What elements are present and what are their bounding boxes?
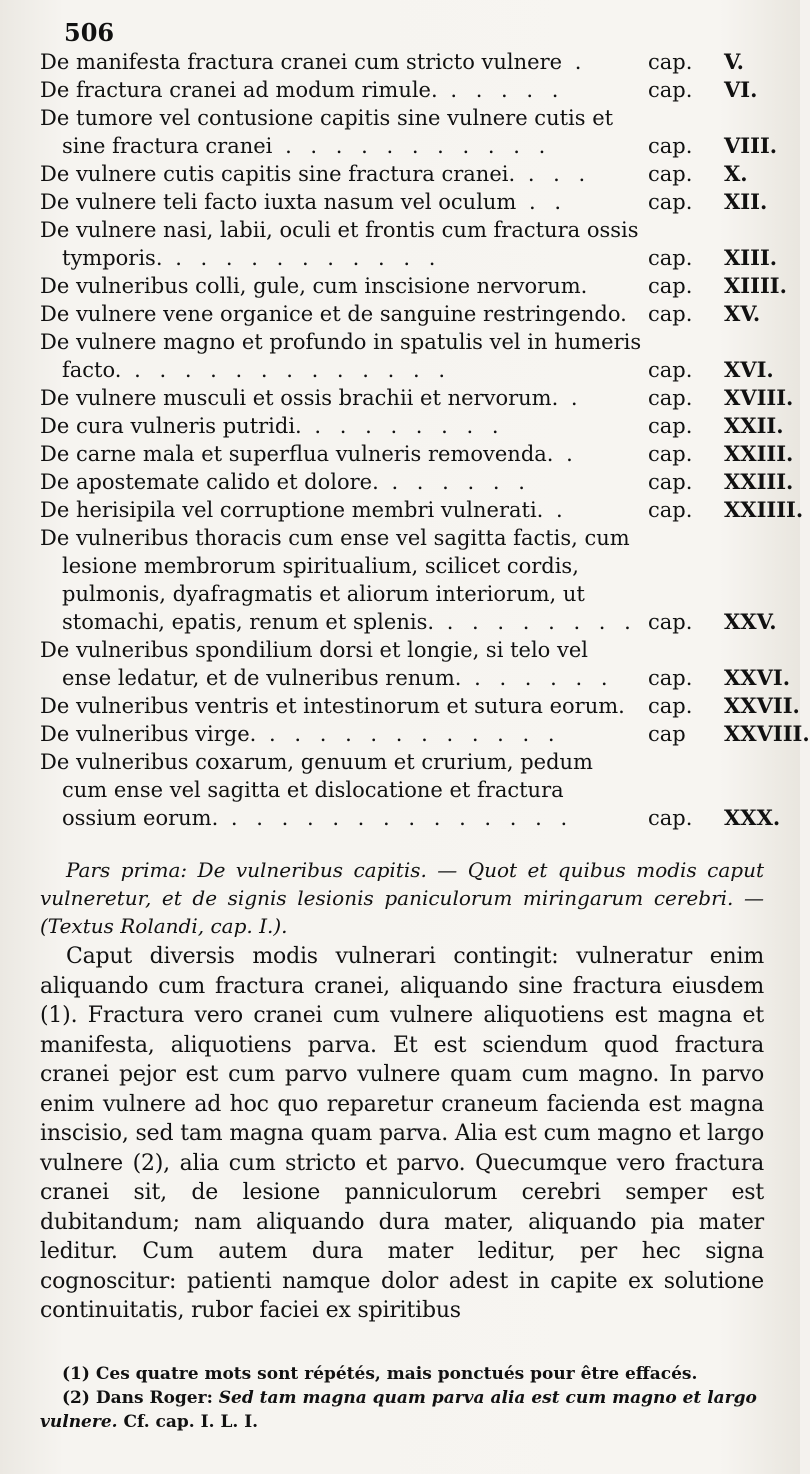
toc-chapter-number: XXVII. xyxy=(724,693,800,718)
toc-cap-label: cap. xyxy=(648,274,693,298)
page-number: 506 xyxy=(64,18,115,47)
toc-leader-dots: . xyxy=(562,50,588,74)
toc-cap-label: cap. xyxy=(648,358,693,382)
toc-cap-label: cap. xyxy=(648,78,693,102)
toc-cap-label: cap. xyxy=(648,162,693,186)
toc-leader-dots: . . . . . . . . . . . . . . xyxy=(218,806,574,830)
toc-entry xyxy=(40,48,764,76)
toc-entry-title: De manifesta fractura cranei cum stricto vulnere xyxy=(40,50,563,74)
toc-entry xyxy=(40,496,804,524)
toc-entry-title: De vulneribus ventris et intestinorum et sutura eorum. xyxy=(40,694,625,718)
toc-entry-title: De apostemate calido et dolore. xyxy=(40,470,379,494)
toc-chapter-number: XXX. xyxy=(724,805,781,830)
toc-chapter-number: XXVIII. xyxy=(724,721,810,746)
toc-leader-dots: . . . . . . . . . . . xyxy=(162,246,442,270)
toc-chapter-number: XXIII. xyxy=(724,441,794,466)
toc-entry-title: De vulneribus thoracis cum ense vel sagitta factis, cum lesione membrorum spiritualium, scilicet cordis, pulmonis, dyafragmatis et aliorum interiorum, ut stomachi, epatis, renum et splenis. xyxy=(40,526,630,634)
toc-chapter-number: XXVI. xyxy=(724,665,791,690)
toc-leader-dots: . . xyxy=(516,190,568,214)
toc-entry xyxy=(40,300,764,328)
toc-entry xyxy=(40,692,800,720)
toc-chapter-number: XXII. xyxy=(724,413,784,438)
toc-entry-title: De vulneribus virge. xyxy=(40,722,257,746)
toc-entry xyxy=(40,384,794,412)
toc-cap-label: cap. xyxy=(648,50,693,74)
toc-leader-dots: . xyxy=(553,442,579,466)
toc-entry xyxy=(40,104,778,160)
toc-entry xyxy=(40,412,784,440)
toc-entry-title: De vulnere musculi et ossis brachii et nervorum. xyxy=(40,386,559,410)
toc-chapter-number: XIIII. xyxy=(724,273,787,298)
toc-entry-title: De tumore vel contusione capitis sine vulnere cutis et sine fractura cranei xyxy=(40,106,614,158)
toc-chapter-number: XXV. xyxy=(724,609,777,634)
footnote-reference: Cf. cap. I. L. I. xyxy=(123,1411,259,1432)
toc-entry-title: De herisipila vel corruptione membri vulnerati. xyxy=(40,498,544,522)
toc-entry-title: De vulnere vene organice et de sanguine restringendo. xyxy=(40,302,627,326)
toc-entry-title: De cura vulneris putridi. xyxy=(40,414,302,438)
toc-entry xyxy=(40,440,794,468)
toc-entry xyxy=(40,216,778,272)
toc-entry xyxy=(40,720,810,748)
toc-cap-label: cap. xyxy=(648,806,693,830)
toc-leader-dots: . . . . . . . . xyxy=(434,610,637,634)
toc-entry-title: De fractura cranei ad modum rimule. xyxy=(40,78,438,102)
toc-chapter-number: X. xyxy=(724,161,748,186)
toc-leader-dots: . . . . . . . . . . . . xyxy=(256,722,561,746)
toc-entry-title: De vulneribus colli, gule, cum inscisione nervorum. xyxy=(40,274,588,298)
toc-leader-dots: . . . . . . xyxy=(378,470,531,494)
toc-leader-dots: . . . . . . . . . . . xyxy=(272,134,552,158)
toc-leader-dots: . . . . . . . . . . . . . xyxy=(121,358,452,382)
toc-cap-label: cap. xyxy=(648,694,693,718)
body-paragraph: Caput diversis modis vulnerari contingit: vulneratur enim aliquando cum fractura cranei, aliquando sine fractura eiusdem (1). Fractura vero cranei cum vulnere aliquotiens est magna et manifesta, aliquotiens parva. Et est sciendum quod fractura cranei pejor est cum parvo vulnere quam cum magno. In parvo enim vulnere ad hoc quo reparetur craneum facienda est magna inscisio, sed tam magna quam parva. Alia est cum magno et largo vulnere (2), alia cum stricto et parvo. Quecumque vero fractura cranei sit, de lesione panniculorum cerebri semper est dubitandum; nam aliquando dura mater, aliquando pia mater leditur. Cum autem dura mater leditur, per hec signa cognoscitur: patienti namque dolor adest in capite ex solutione continuitatis, rubor faciei ex spiritibus xyxy=(40,944,764,1323)
toc-cap-label: cap. xyxy=(648,498,693,522)
toc-chapter-number: XIII. xyxy=(724,245,778,270)
toc-cap-label: cap. xyxy=(648,666,693,690)
section-heading: Pars prima: De vulneribus capitis. — Quot et quibus modis caput vulneretur, et de signis lesionis paniculorum miringarum cerebri. — (Textus Rolandi, cap. I.). xyxy=(40,858,764,938)
toc-entry-title: De vulneribus coxarum, genuum et crurium, pedum cum ense vel sagitta et dislocatione et fractura ossium eorum. xyxy=(40,750,593,830)
toc-entry-title: De vulnere nasi, labii, oculi et frontis cum fractura ossis tymporis. xyxy=(40,218,639,270)
footnote-2 xyxy=(40,1386,764,1434)
toc-entry xyxy=(40,636,791,692)
toc-chapter-number: XVIII. xyxy=(724,385,794,410)
toc-cap-label: cap. xyxy=(648,442,693,466)
toc-entry xyxy=(40,76,764,104)
toc-entry-title: De vulnere magno et profundo in spatulis vel in humeris facto. xyxy=(40,330,642,382)
toc-leader-dots: . . . . . xyxy=(437,78,565,102)
toc-chapter-number: XVI. xyxy=(724,357,774,382)
toc-entry xyxy=(40,272,787,300)
toc-entry xyxy=(40,188,768,216)
footnote-mark: (1) xyxy=(62,1363,90,1384)
footnote-quote: Sed tam magna quam parva alia est cum magno et largo vulnere. xyxy=(40,1387,757,1432)
toc-cap-label: cap. xyxy=(648,190,693,214)
footnote-lead: Dans Roger: xyxy=(95,1387,213,1408)
toc-cap-label: cap. xyxy=(648,386,693,410)
toc-cap-label: cap. xyxy=(648,470,693,494)
footnote-1 xyxy=(40,1362,764,1386)
toc-entry xyxy=(40,524,777,636)
toc-cap-label: cap. xyxy=(648,302,693,326)
toc-cap-label: cap. xyxy=(648,134,693,158)
toc-leader-dots: . . . . . . . . xyxy=(301,414,505,438)
table-of-contents xyxy=(40,48,810,832)
toc-entry-title: De vulneribus spondilium dorsi et longie, si telo vel ense ledatur, et de vulneribus renum. xyxy=(40,638,588,690)
toc-cap-label: cap. xyxy=(648,414,693,438)
footnote-text: Ces quatre mots sont répétés, mais ponctués pour être effacés. xyxy=(95,1363,698,1384)
toc-cap-label: cap. xyxy=(648,610,693,634)
toc-cap-label: cap xyxy=(648,722,686,746)
toc-cap-label: cap. xyxy=(648,246,693,270)
toc-chapter-number: VIII. xyxy=(724,133,778,158)
toc-leader-dots: . . . . . . xyxy=(461,666,614,690)
toc-chapter-number: XV. xyxy=(724,301,761,326)
toc-entry-title: De vulnere teli facto iuxta nasum vel oculum xyxy=(40,190,517,214)
toc-chapter-number: XII. xyxy=(724,189,768,214)
toc-leader-dots: . xyxy=(543,498,569,522)
toc-entry-title: De carne mala et superflua vulneris removenda. xyxy=(40,442,554,466)
toc-entry xyxy=(40,748,781,832)
toc-entry xyxy=(40,468,794,496)
footnote-mark: (2) xyxy=(62,1387,90,1408)
toc-chapter-number: XXIII. xyxy=(724,469,794,494)
toc-chapter-number: V. xyxy=(724,49,744,74)
toc-entry xyxy=(40,160,764,188)
toc-chapter-number: VI. xyxy=(724,77,758,102)
toc-leader-dots: . xyxy=(558,386,584,410)
toc-entry xyxy=(40,328,774,384)
toc-entry-title: De vulnere cutis capitis sine fractura cranei. xyxy=(40,162,516,186)
toc-chapter-number: XXIIII. xyxy=(724,497,804,522)
toc-leader-dots: . . . xyxy=(515,162,592,186)
